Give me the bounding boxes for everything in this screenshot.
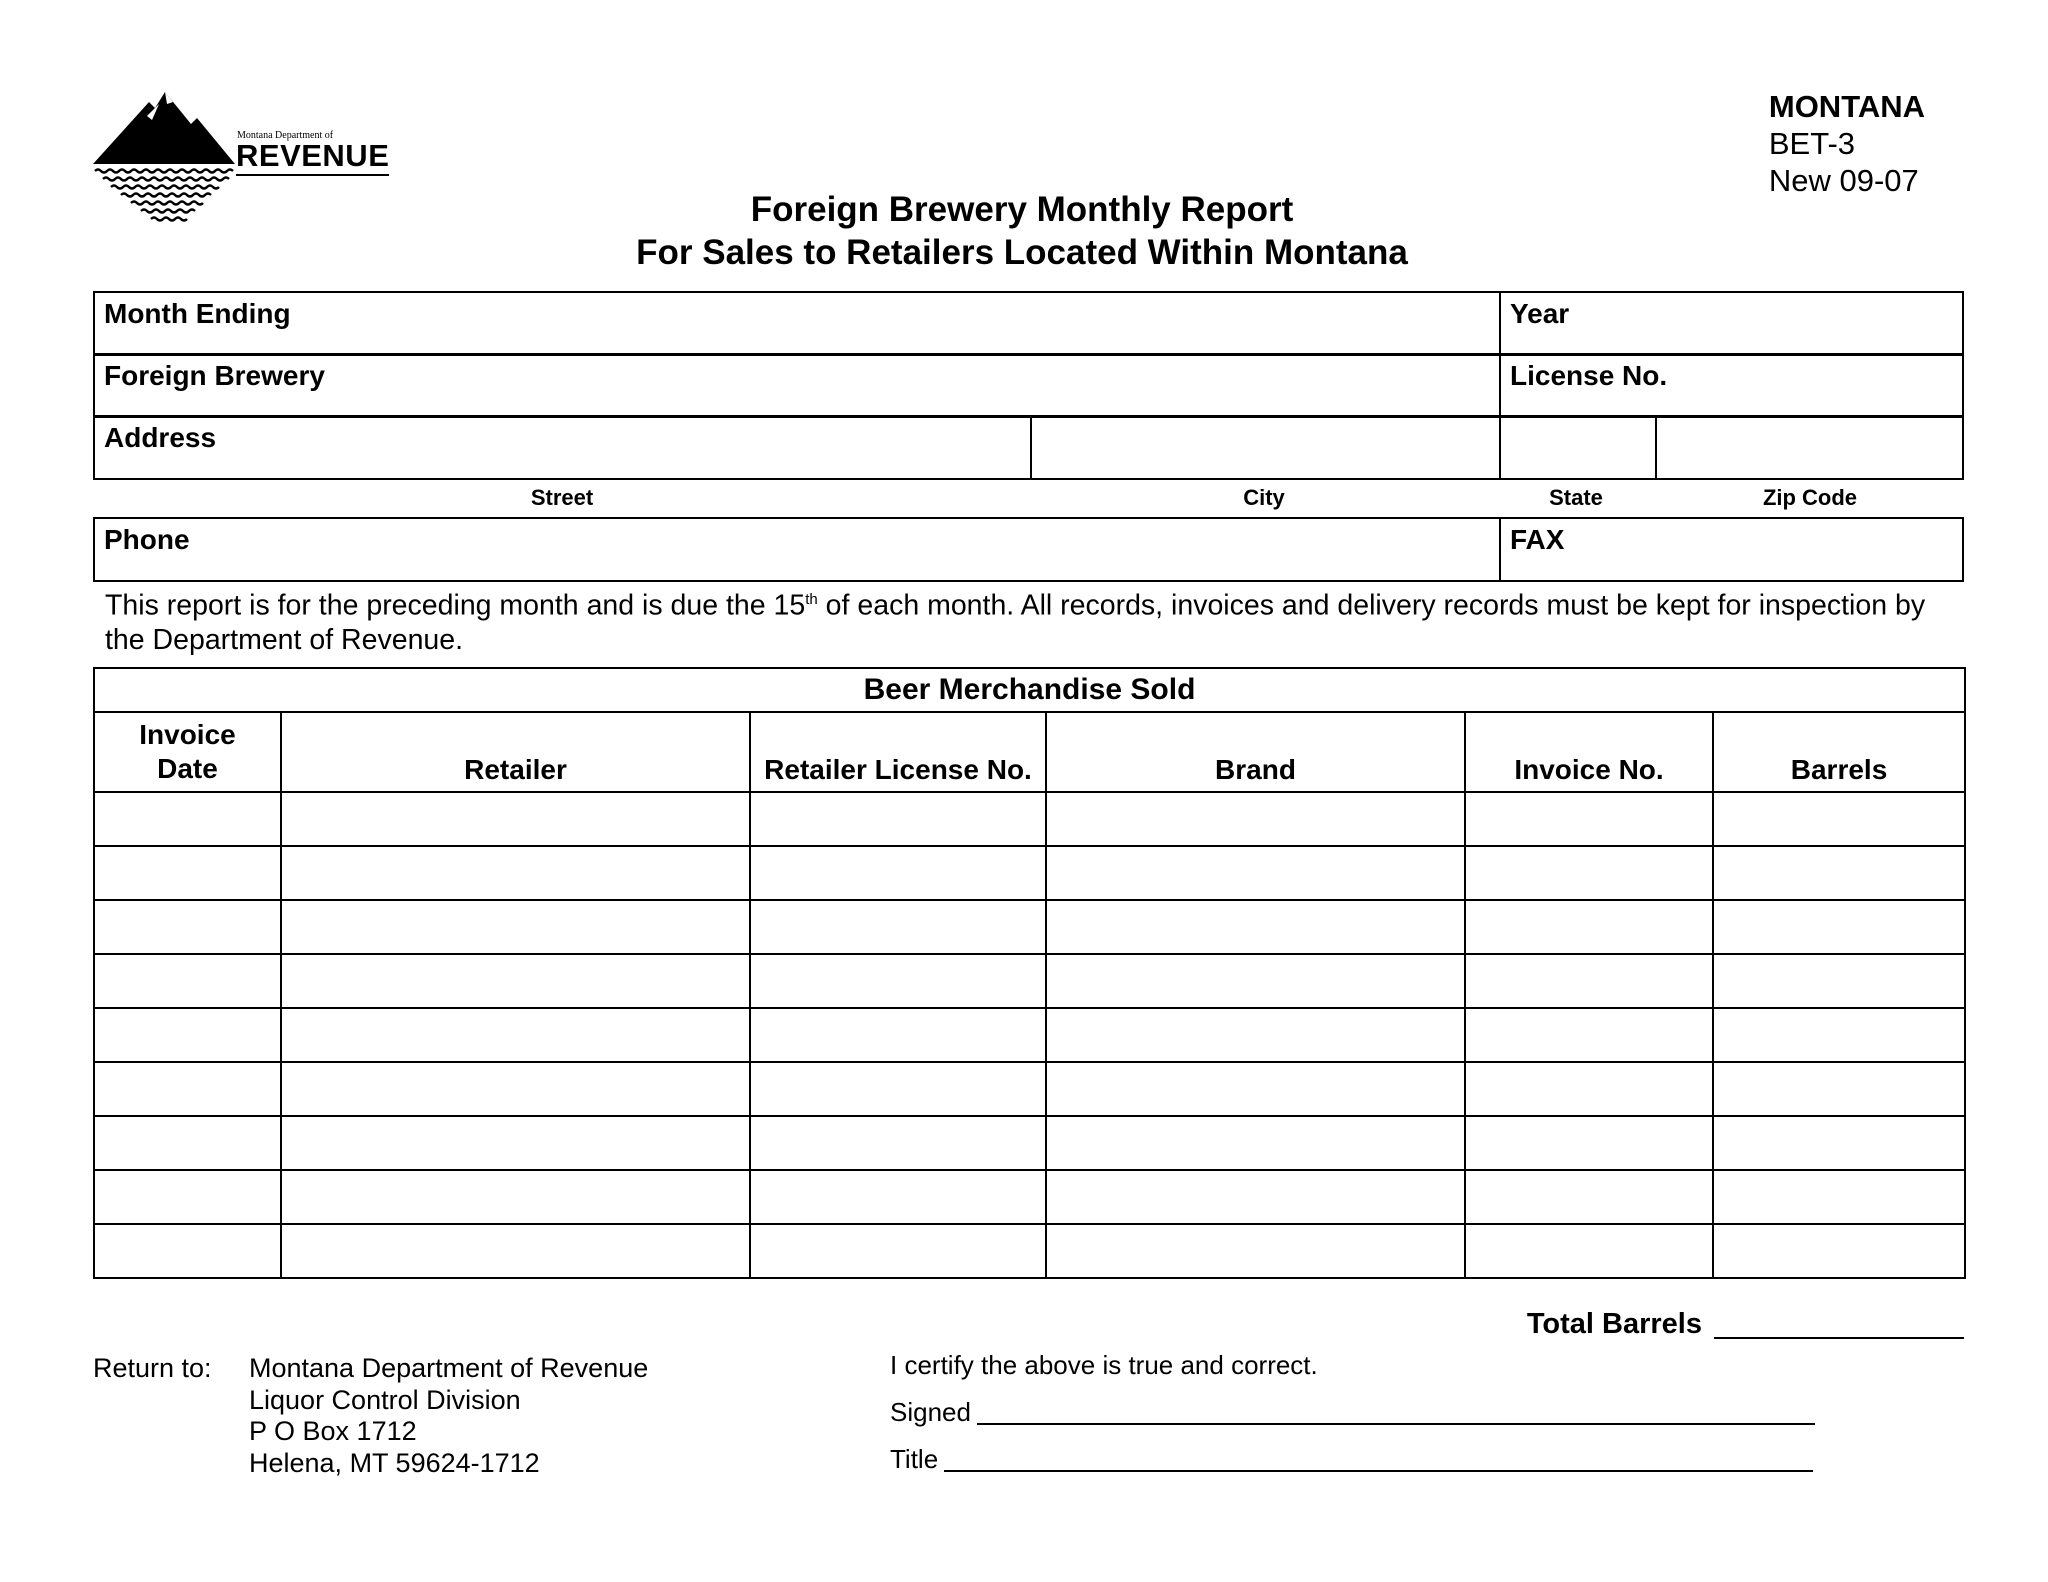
invoice-date-cell[interactable] bbox=[94, 1062, 281, 1116]
title-row bbox=[890, 1444, 1813, 1475]
brand-cell[interactable] bbox=[1046, 1062, 1465, 1116]
title-line-2: For Sales to Retailers Located Within Montana bbox=[636, 233, 1408, 272]
retailer-cell[interactable] bbox=[281, 1062, 750, 1116]
retailer-cell[interactable] bbox=[281, 900, 750, 954]
zip-code-field[interactable] bbox=[1657, 417, 1964, 478]
address-row bbox=[93, 415, 1964, 480]
brand-cell[interactable] bbox=[1046, 954, 1465, 1008]
invoice-date-cell[interactable] bbox=[94, 1008, 281, 1062]
retailer-cell[interactable] bbox=[281, 1008, 750, 1062]
brand-cell[interactable] bbox=[1046, 1008, 1465, 1062]
retailer-license-header: Retailer License No. bbox=[750, 712, 1046, 792]
year-field[interactable] bbox=[1501, 293, 1964, 354]
barrels-cell[interactable] bbox=[1713, 900, 1965, 954]
table-row bbox=[94, 1008, 1965, 1062]
invoice-date-cell[interactable] bbox=[94, 1170, 281, 1224]
retailer-cell[interactable] bbox=[281, 792, 750, 846]
invoice-no-cell[interactable] bbox=[1465, 1224, 1713, 1278]
invoice-date-header: Invoice Date bbox=[94, 712, 281, 792]
invoice-date-cell[interactable] bbox=[94, 900, 281, 954]
retailer-license-cell[interactable] bbox=[750, 1008, 1046, 1062]
fax-field[interactable] bbox=[1501, 519, 1964, 580]
city-caption: City bbox=[1243, 485, 1285, 510]
return-address-line: Montana Department of Revenue bbox=[249, 1353, 649, 1383]
month-ending-label: Month Ending bbox=[104, 298, 291, 329]
invoice-date-cell[interactable] bbox=[94, 954, 281, 1008]
total-barrels-label: Total Barrels bbox=[1526, 1308, 1702, 1340]
barrels-cell[interactable] bbox=[1713, 1170, 1965, 1224]
brand-header: Brand bbox=[1046, 712, 1465, 792]
retailer-cell[interactable] bbox=[281, 846, 750, 900]
invoice-date-cell[interactable] bbox=[94, 1224, 281, 1278]
note-text-2: of each month. All records, invoices and delivery records must be kept for inspection by the Department of Revenue. bbox=[105, 589, 1926, 656]
invoice-no-cell[interactable] bbox=[1465, 1116, 1713, 1170]
table-row bbox=[94, 900, 1965, 954]
brand-cell[interactable] bbox=[1046, 900, 1465, 954]
return-address-line: Helena, MT 59624-1712 bbox=[249, 1447, 540, 1478]
table-row bbox=[94, 1224, 1965, 1278]
barrels-cell[interactable] bbox=[1713, 954, 1965, 1008]
signed-row bbox=[890, 1397, 1815, 1428]
brand-cell[interactable] bbox=[1046, 1116, 1465, 1170]
brand-cell[interactable] bbox=[1046, 1170, 1465, 1224]
barrels-cell[interactable] bbox=[1713, 846, 1965, 900]
state-caption: State bbox=[1549, 485, 1603, 510]
retailer-cell[interactable] bbox=[281, 1116, 750, 1170]
return-address-line: P O Box 1712 bbox=[249, 1416, 417, 1446]
table-row bbox=[94, 1062, 1965, 1116]
total-barrels-field[interactable] bbox=[1714, 1337, 1964, 1339]
license-no-field[interactable] bbox=[1501, 355, 1964, 416]
retailer-license-cell[interactable] bbox=[750, 1224, 1046, 1278]
invoice-no-cell[interactable] bbox=[1465, 900, 1713, 954]
return-to-label: Return to: bbox=[93, 1353, 212, 1383]
invoice-date-cell[interactable] bbox=[94, 792, 281, 846]
street-caption: Street bbox=[530, 485, 594, 510]
retailer-license-cell[interactable] bbox=[750, 846, 1046, 900]
invoice-no-header: Invoice No. bbox=[1465, 712, 1713, 792]
retailer-license-cell[interactable] bbox=[750, 954, 1046, 1008]
retailer-license-cell[interactable] bbox=[750, 792, 1046, 846]
retailer-license-cell[interactable] bbox=[750, 1170, 1046, 1224]
retailer-cell[interactable] bbox=[281, 1224, 750, 1278]
barrels-cell[interactable] bbox=[1713, 1062, 1965, 1116]
total-barrels bbox=[1527, 1308, 1964, 1341]
title-field[interactable] bbox=[944, 1470, 1813, 1472]
foreign-brewery-label: Foreign Brewery bbox=[104, 360, 325, 391]
foreign-brewery-field[interactable] bbox=[95, 355, 1501, 416]
invoice-no-cell[interactable] bbox=[1465, 1008, 1713, 1062]
due-date-note bbox=[105, 583, 1965, 657]
year-label: Year bbox=[1510, 298, 1570, 329]
signed-field[interactable] bbox=[977, 1423, 1815, 1425]
table-row bbox=[94, 846, 1965, 900]
note-superscript: th bbox=[805, 591, 818, 608]
barrels-cell[interactable] bbox=[1713, 792, 1965, 846]
title-line-1: Foreign Brewery Monthly Report bbox=[750, 190, 1294, 229]
barrels-cell[interactable] bbox=[1713, 1008, 1965, 1062]
logo-revenue-text: REVENUE bbox=[236, 138, 389, 176]
month-ending-field[interactable] bbox=[95, 293, 1501, 354]
month-year-row bbox=[93, 291, 1964, 356]
barrels-cell[interactable] bbox=[1713, 1116, 1965, 1170]
phone-field[interactable] bbox=[95, 519, 1501, 580]
license-no-label: License No. bbox=[1510, 360, 1668, 391]
table-row bbox=[94, 1170, 1965, 1224]
address-label: Address bbox=[104, 422, 217, 453]
table-row bbox=[94, 954, 1965, 1008]
fax-label: FAX bbox=[1510, 524, 1565, 555]
certify-statement: I certify the above is true and correct. bbox=[890, 1350, 1318, 1380]
retailer-header: Retailer bbox=[281, 712, 750, 792]
phone-fax-row bbox=[93, 517, 1964, 582]
invoice-date-cell[interactable] bbox=[94, 1116, 281, 1170]
barrels-cell[interactable] bbox=[1713, 1224, 1965, 1278]
invoice-no-cell[interactable] bbox=[1465, 846, 1713, 900]
brewery-license-row bbox=[93, 353, 1964, 418]
brand-cell[interactable] bbox=[1046, 1224, 1465, 1278]
invoice-date-cell[interactable] bbox=[94, 846, 281, 900]
table-title: Beer Merchandise Sold bbox=[94, 668, 1965, 712]
form-id-block bbox=[1769, 88, 1925, 199]
street-field[interactable] bbox=[95, 417, 1032, 478]
invoice-no-cell[interactable] bbox=[1465, 954, 1713, 1008]
return-address-line: Liquor Control Division bbox=[249, 1384, 521, 1415]
table-row bbox=[94, 1116, 1965, 1170]
return-address bbox=[249, 1353, 648, 1479]
retailer-license-cell[interactable] bbox=[750, 1062, 1046, 1116]
invoice-no-cell[interactable] bbox=[1465, 1170, 1713, 1224]
brand-cell[interactable] bbox=[1046, 792, 1465, 846]
invoice-no-cell[interactable] bbox=[1465, 792, 1713, 846]
city-field[interactable] bbox=[1032, 417, 1501, 478]
table-body bbox=[94, 792, 1965, 1278]
retailer-license-cell[interactable] bbox=[750, 900, 1046, 954]
beer-merchandise-table bbox=[93, 667, 1966, 1279]
form-title bbox=[0, 188, 2048, 274]
note-text-1: This report is for the preceding month and is due the 15 bbox=[105, 589, 806, 622]
retailer-license-cell[interactable] bbox=[750, 1116, 1046, 1170]
brand-cell[interactable] bbox=[1046, 846, 1465, 900]
phone-label: Phone bbox=[104, 524, 190, 555]
invoice-no-cell[interactable] bbox=[1465, 1062, 1713, 1116]
zip-code-caption: Zip Code bbox=[1762, 485, 1858, 510]
retailer-cell[interactable] bbox=[281, 954, 750, 1008]
title-label: Title bbox=[890, 1444, 939, 1474]
signed-label: Signed bbox=[890, 1397, 971, 1427]
retailer-cell[interactable] bbox=[281, 1170, 750, 1224]
logo-department-text: Montana Department of bbox=[237, 130, 334, 141]
form-number: BET-3 bbox=[1768, 126, 1856, 161]
state-field[interactable] bbox=[1501, 417, 1657, 478]
barrels-header: Barrels bbox=[1713, 712, 1965, 792]
form-revision: New 09-07 bbox=[1768, 163, 1919, 198]
table-row bbox=[94, 792, 1965, 846]
form-state: MONTANA bbox=[1768, 89, 1925, 124]
